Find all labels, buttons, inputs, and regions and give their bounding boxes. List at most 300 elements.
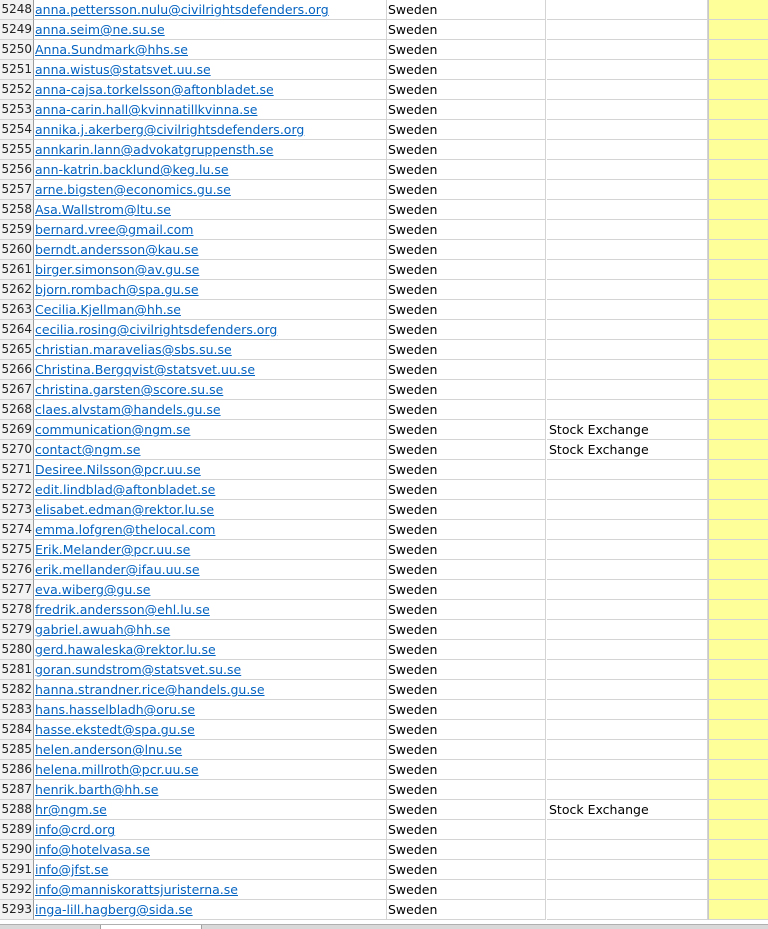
row-number[interactable]: 5253 (0, 100, 34, 120)
email-cell[interactable] (34, 600, 387, 620)
table-row (0, 540, 768, 560)
country-cell[interactable]: Sweden (387, 500, 546, 520)
row-number[interactable]: 5283 (0, 700, 34, 720)
type-cell[interactable] (547, 40, 708, 60)
type-cell[interactable] (547, 740, 708, 760)
email-link[interactable]: communication@ngm.se (35, 422, 191, 437)
email-cell[interactable] (34, 320, 387, 340)
row-number[interactable]: 5284 (0, 720, 34, 740)
type-cell[interactable] (547, 300, 708, 320)
email-cell[interactable] (34, 640, 387, 660)
country-cell[interactable]: Sweden (387, 620, 546, 640)
country-cell[interactable]: Sweden (387, 40, 546, 60)
email-cell[interactable] (34, 220, 387, 240)
email-link[interactable]: anna.seim@ne.su.se (35, 22, 165, 37)
type-cell[interactable] (547, 780, 708, 800)
country-cell[interactable]: Sweden (387, 260, 546, 280)
row-number[interactable]: 5287 (0, 780, 34, 800)
row-number[interactable]: 5293 (0, 900, 34, 920)
highlighted-cell[interactable] (708, 40, 768, 60)
email-link[interactable]: Christina.Bergqvist@statsvet.uu.se (35, 362, 256, 377)
country-cell[interactable]: Sweden (387, 820, 546, 840)
email-link[interactable]: ann-katrin.backlund@keg.lu.se (35, 162, 229, 177)
table-row (0, 480, 768, 500)
sheet-tab[interactable] (100, 925, 202, 929)
country-cell[interactable]: Sweden (387, 560, 546, 580)
email-link[interactable]: info@jfst.se (35, 862, 109, 877)
row-number[interactable]: 5260 (0, 240, 34, 260)
type-cell[interactable] (547, 580, 708, 600)
email-link[interactable]: bernard.vree@gmail.com (35, 222, 194, 237)
highlighted-cell[interactable] (708, 680, 768, 700)
highlighted-cell[interactable] (708, 240, 768, 260)
highlighted-cell[interactable] (708, 280, 768, 300)
row-number[interactable]: 5256 (0, 160, 34, 180)
country-cell[interactable]: Sweden (387, 520, 546, 540)
country-cell[interactable]: Sweden (387, 440, 546, 460)
country-cell[interactable]: Sweden (387, 860, 546, 880)
country-cell[interactable]: Sweden (387, 160, 546, 180)
type-cell[interactable] (547, 620, 708, 640)
row-number[interactable]: 5286 (0, 760, 34, 780)
row-number[interactable]: 5254 (0, 120, 34, 140)
email-link[interactable]: cecilia.rosing@civilrightsdefenders.org (35, 322, 278, 337)
country-cell[interactable]: Sweden (387, 340, 546, 360)
country-cell[interactable]: Sweden (387, 680, 546, 700)
row-number[interactable]: 5268 (0, 400, 34, 420)
type-cell[interactable]: Stock Exchange (547, 420, 708, 440)
highlighted-cell[interactable] (708, 260, 768, 280)
type-cell[interactable] (547, 200, 708, 220)
email-link[interactable]: Anna.Sundmark@hhs.se (35, 42, 188, 57)
email-link[interactable]: eva.wiberg@gu.se (35, 582, 151, 597)
email-link[interactable]: birger.simonson@av.gu.se (35, 262, 200, 277)
email-link[interactable]: helena.millroth@pcr.uu.se (35, 762, 199, 777)
highlighted-cell[interactable] (708, 20, 768, 40)
email-cell[interactable] (34, 700, 387, 720)
highlighted-cell[interactable] (708, 400, 768, 420)
email-link[interactable]: Erik.Melander@pcr.uu.se (35, 542, 191, 557)
email-cell[interactable] (34, 760, 387, 780)
row-number[interactable]: 5281 (0, 660, 34, 680)
email-cell[interactable] (34, 880, 387, 900)
country-cell[interactable]: Sweden (387, 760, 546, 780)
country-cell[interactable]: Sweden (387, 80, 546, 100)
email-link[interactable]: annkarin.lann@advokatgruppensth.se (35, 142, 274, 157)
type-cell[interactable] (547, 560, 708, 580)
highlighted-cell[interactable] (708, 160, 768, 180)
row-number[interactable]: 5264 (0, 320, 34, 340)
row-number[interactable]: 5292 (0, 880, 34, 900)
country-cell[interactable]: Sweden (387, 640, 546, 660)
highlighted-cell[interactable] (708, 480, 768, 500)
email-link[interactable]: goran.sundstrom@statsvet.su.se (35, 662, 242, 677)
email-cell[interactable] (34, 20, 387, 40)
type-cell[interactable] (547, 80, 708, 100)
email-link[interactable]: henrik.barth@hh.se (35, 782, 159, 797)
row-number[interactable]: 5276 (0, 560, 34, 580)
highlighted-cell[interactable] (708, 900, 768, 920)
country-cell[interactable]: Sweden (387, 60, 546, 80)
highlighted-cell[interactable] (708, 320, 768, 340)
email-cell[interactable] (34, 560, 387, 580)
country-cell[interactable]: Sweden (387, 100, 546, 120)
type-cell[interactable] (547, 280, 708, 300)
table-row (0, 620, 768, 640)
country-cell[interactable]: Sweden (387, 320, 546, 340)
row-number[interactable]: 5289 (0, 820, 34, 840)
table-row (0, 240, 768, 260)
email-link[interactable]: bjorn.rombach@spa.gu.se (35, 282, 199, 297)
email-link[interactable]: anna.wistus@statsvet.uu.se (35, 62, 211, 77)
country-cell[interactable]: Sweden (387, 840, 546, 860)
row-number[interactable]: 5275 (0, 540, 34, 560)
row-number[interactable]: 5255 (0, 140, 34, 160)
table-row (0, 340, 768, 360)
type-cell[interactable] (547, 180, 708, 200)
table-row (0, 720, 768, 740)
highlighted-cell[interactable] (708, 420, 768, 440)
type-cell[interactable] (547, 600, 708, 620)
table-row (0, 660, 768, 680)
email-cell[interactable] (34, 620, 387, 640)
email-cell[interactable] (34, 180, 387, 200)
highlighted-cell[interactable] (708, 860, 768, 880)
row-number[interactable]: 5257 (0, 180, 34, 200)
email-cell[interactable] (34, 720, 387, 740)
highlighted-cell[interactable] (708, 120, 768, 140)
email-cell[interactable] (34, 140, 387, 160)
email-cell[interactable] (34, 100, 387, 120)
type-cell[interactable] (547, 860, 708, 880)
country-cell[interactable]: Sweden (387, 360, 546, 380)
email-cell[interactable] (34, 200, 387, 220)
highlighted-cell[interactable] (708, 540, 768, 560)
highlighted-cell[interactable] (708, 180, 768, 200)
country-cell[interactable]: Sweden (387, 180, 546, 200)
highlighted-cell[interactable] (708, 520, 768, 540)
email-cell[interactable] (34, 480, 387, 500)
row-number[interactable]: 5249 (0, 20, 34, 40)
email-link[interactable]: info@hotelvasa.se (35, 842, 150, 857)
email-cell[interactable] (34, 740, 387, 760)
country-cell[interactable]: Sweden (387, 120, 546, 140)
email-cell[interactable] (34, 900, 387, 920)
type-cell[interactable] (547, 260, 708, 280)
country-cell[interactable]: Sweden (387, 580, 546, 600)
country-cell[interactable]: Sweden (387, 720, 546, 740)
highlighted-cell[interactable] (708, 80, 768, 100)
email-link[interactable]: anna-carin.hall@kvinnatillkvinna.se (35, 102, 258, 117)
row-number[interactable]: 5263 (0, 300, 34, 320)
email-cell[interactable] (34, 300, 387, 320)
email-cell[interactable] (34, 260, 387, 280)
country-cell[interactable]: Sweden (387, 280, 546, 300)
highlighted-cell[interactable] (708, 760, 768, 780)
row-number[interactable]: 5259 (0, 220, 34, 240)
row-number[interactable]: 5269 (0, 420, 34, 440)
country-cell[interactable]: Sweden (387, 140, 546, 160)
highlighted-cell[interactable] (708, 620, 768, 640)
email-link[interactable]: edit.lindblad@aftonbladet.se (35, 482, 216, 497)
email-cell[interactable] (34, 580, 387, 600)
country-cell[interactable]: Sweden (387, 660, 546, 680)
email-link[interactable]: annika.j.akerberg@civilrightsdefenders.org (35, 122, 305, 137)
country-cell[interactable]: Sweden (387, 200, 546, 220)
highlighted-cell[interactable] (708, 580, 768, 600)
table-row (0, 160, 768, 180)
row-number[interactable]: 5279 (0, 620, 34, 640)
row-number[interactable]: 5265 (0, 340, 34, 360)
type-cell[interactable] (547, 400, 708, 420)
email-link[interactable]: christian.maravelias@sbs.su.se (35, 342, 232, 357)
email-cell[interactable] (34, 60, 387, 80)
email-cell[interactable] (34, 460, 387, 480)
email-cell[interactable] (34, 520, 387, 540)
email-cell[interactable] (34, 400, 387, 420)
row-number[interactable]: 5285 (0, 740, 34, 760)
highlighted-cell[interactable] (708, 800, 768, 820)
country-cell[interactable]: Sweden (387, 420, 546, 440)
highlighted-cell[interactable] (708, 220, 768, 240)
country-cell[interactable]: Sweden (387, 480, 546, 500)
table-row (0, 60, 768, 80)
table-row (0, 100, 768, 120)
row-number[interactable]: 5291 (0, 860, 34, 880)
highlighted-cell[interactable] (708, 140, 768, 160)
highlighted-cell[interactable] (708, 360, 768, 380)
type-cell[interactable] (547, 60, 708, 80)
highlighted-cell[interactable] (708, 100, 768, 120)
email-link[interactable]: claes.alvstam@handels.gu.se (35, 402, 221, 417)
type-cell[interactable]: Stock Exchange (547, 800, 708, 820)
row-number[interactable]: 5280 (0, 640, 34, 660)
type-cell[interactable] (547, 360, 708, 380)
highlighted-cell[interactable] (708, 780, 768, 800)
table-row (0, 820, 768, 840)
type-cell[interactable] (547, 500, 708, 520)
email-link[interactable]: emma.lofgren@thelocal.com (35, 522, 216, 537)
email-link[interactable]: contact@ngm.se (35, 442, 141, 457)
highlighted-cell[interactable] (708, 640, 768, 660)
row-number[interactable]: 5290 (0, 840, 34, 860)
row-number[interactable]: 5258 (0, 200, 34, 220)
type-cell[interactable] (547, 100, 708, 120)
email-link[interactable]: anna.pettersson.nulu@civilrightsdefenders.org (35, 2, 329, 17)
row-number[interactable]: 5282 (0, 680, 34, 700)
type-cell[interactable] (547, 760, 708, 780)
type-cell[interactable] (547, 240, 708, 260)
table-row (0, 780, 768, 800)
email-link[interactable]: arne.bigsten@economics.gu.se (35, 182, 231, 197)
highlighted-cell[interactable] (708, 60, 768, 80)
type-cell[interactable]: Stock Exchange (547, 440, 708, 460)
email-link[interactable]: Cecilia.Kjellman@hh.se (35, 302, 181, 317)
table-row (0, 600, 768, 620)
row-number[interactable]: 5262 (0, 280, 34, 300)
row-number[interactable]: 5277 (0, 580, 34, 600)
email-link[interactable]: inga-lill.hagberg@sida.se (35, 902, 193, 917)
type-cell[interactable] (547, 720, 708, 740)
country-cell[interactable]: Sweden (387, 540, 546, 560)
type-cell[interactable] (547, 900, 708, 920)
type-cell[interactable] (547, 520, 708, 540)
table-row (0, 360, 768, 380)
email-cell[interactable] (34, 80, 387, 100)
country-cell[interactable]: Sweden (387, 600, 546, 620)
type-cell[interactable] (547, 880, 708, 900)
email-link[interactable]: gabriel.awuah@hh.se (35, 622, 171, 637)
highlighted-cell[interactable] (708, 740, 768, 760)
row-number[interactable]: 5288 (0, 800, 34, 820)
email-cell[interactable] (34, 240, 387, 260)
type-cell[interactable] (547, 320, 708, 340)
email-cell[interactable] (34, 380, 387, 400)
highlighted-cell[interactable] (708, 380, 768, 400)
type-cell[interactable] (547, 380, 708, 400)
type-cell[interactable] (547, 840, 708, 860)
email-cell[interactable] (34, 820, 387, 840)
email-link[interactable]: gerd.hawaleska@rektor.lu.se (35, 642, 216, 657)
highlighted-cell[interactable] (708, 820, 768, 840)
highlighted-cell[interactable] (708, 300, 768, 320)
row-number[interactable]: 5272 (0, 480, 34, 500)
email-link[interactable]: hanna.strandner.rice@handels.gu.se (35, 682, 265, 697)
email-cell[interactable] (34, 440, 387, 460)
table-row (0, 140, 768, 160)
type-cell[interactable] (547, 0, 708, 20)
row-number[interactable]: 5248 (0, 0, 34, 20)
email-link[interactable]: erik.mellander@ifau.uu.se (35, 562, 200, 577)
email-cell[interactable] (34, 120, 387, 140)
type-cell[interactable] (547, 820, 708, 840)
highlighted-cell[interactable] (708, 720, 768, 740)
highlighted-cell[interactable] (708, 880, 768, 900)
highlighted-cell[interactable] (708, 340, 768, 360)
email-link[interactable]: berndt.andersson@kau.se (35, 242, 199, 257)
country-cell[interactable]: Sweden (387, 0, 546, 20)
row-number[interactable]: 5270 (0, 440, 34, 460)
row-number[interactable]: 5251 (0, 60, 34, 80)
table-row (0, 120, 768, 140)
type-cell[interactable] (547, 700, 708, 720)
type-cell[interactable] (547, 140, 708, 160)
highlighted-cell[interactable] (708, 600, 768, 620)
row-number[interactable]: 5267 (0, 380, 34, 400)
row-number[interactable]: 5266 (0, 360, 34, 380)
country-cell[interactable]: Sweden (387, 780, 546, 800)
email-cell[interactable] (34, 780, 387, 800)
country-cell[interactable]: Sweden (387, 240, 546, 260)
highlighted-cell[interactable] (708, 200, 768, 220)
country-cell[interactable]: Sweden (387, 880, 546, 900)
country-cell[interactable]: Sweden (387, 740, 546, 760)
type-cell[interactable] (547, 340, 708, 360)
email-cell[interactable] (34, 360, 387, 380)
type-cell[interactable] (547, 480, 708, 500)
email-cell[interactable] (34, 840, 387, 860)
highlighted-cell[interactable] (708, 460, 768, 480)
type-cell[interactable] (547, 660, 708, 680)
highlighted-cell[interactable] (708, 700, 768, 720)
row-number[interactable]: 5273 (0, 500, 34, 520)
type-cell[interactable] (547, 460, 708, 480)
row-number[interactable]: 5271 (0, 460, 34, 480)
type-cell[interactable] (547, 540, 708, 560)
email-link[interactable]: fredrik.andersson@ehl.lu.se (35, 602, 210, 617)
country-cell[interactable]: Sweden (387, 700, 546, 720)
country-cell[interactable]: Sweden (387, 800, 546, 820)
email-cell[interactable] (34, 500, 387, 520)
type-cell[interactable] (547, 120, 708, 140)
highlighted-cell[interactable] (708, 840, 768, 860)
email-cell[interactable] (34, 40, 387, 60)
country-cell[interactable]: Sweden (387, 220, 546, 240)
highlighted-cell[interactable] (708, 660, 768, 680)
country-cell[interactable]: Sweden (387, 300, 546, 320)
highlighted-cell[interactable] (708, 560, 768, 580)
email-cell[interactable] (34, 540, 387, 560)
email-link[interactable]: hasse.ekstedt@spa.gu.se (35, 722, 195, 737)
email-cell[interactable] (34, 160, 387, 180)
table-row (0, 740, 768, 760)
email-cell[interactable] (34, 420, 387, 440)
email-link[interactable]: info@manniskorattsjuristerna.se (35, 882, 238, 897)
highlighted-cell[interactable] (708, 440, 768, 460)
email-cell[interactable] (34, 680, 387, 700)
table-row (0, 20, 768, 40)
email-cell[interactable] (34, 0, 387, 20)
country-cell[interactable]: Sweden (387, 400, 546, 420)
email-link[interactable]: christina.garsten@score.su.se (35, 382, 224, 397)
email-link[interactable]: info@crd.org (35, 822, 116, 837)
country-cell[interactable]: Sweden (387, 20, 546, 40)
email-link[interactable]: hr@ngm.se (35, 802, 107, 817)
email-link[interactable]: helen.anderson@lnu.se (35, 742, 183, 757)
email-link[interactable]: elisabet.edman@rektor.lu.se (35, 502, 215, 517)
country-cell[interactable]: Sweden (387, 460, 546, 480)
email-link[interactable]: Asa.Wallstrom@ltu.se (35, 202, 171, 217)
table-row (0, 760, 768, 780)
email-cell[interactable] (34, 280, 387, 300)
highlighted-cell[interactable] (708, 500, 768, 520)
email-cell[interactable] (34, 800, 387, 820)
table-row (0, 580, 768, 600)
email-cell[interactable] (34, 860, 387, 880)
row-number[interactable]: 5278 (0, 600, 34, 620)
highlighted-cell[interactable] (708, 0, 768, 20)
table-row (0, 460, 768, 480)
type-cell[interactable] (547, 220, 708, 240)
type-cell[interactable] (547, 160, 708, 180)
type-cell[interactable] (547, 640, 708, 660)
email-link[interactable]: anna-cajsa.torkelsson@aftonbladet.se (35, 82, 274, 97)
row-number[interactable]: 5252 (0, 80, 34, 100)
row-number[interactable]: 5274 (0, 520, 34, 540)
email-link[interactable]: hans.hasselbladh@oru.se (35, 702, 196, 717)
email-cell[interactable] (34, 660, 387, 680)
row-number[interactable]: 5250 (0, 40, 34, 60)
table-row (0, 200, 768, 220)
type-cell[interactable] (547, 20, 708, 40)
email-cell[interactable] (34, 340, 387, 360)
email-link[interactable]: Desiree.Nilsson@pcr.uu.se (35, 462, 201, 477)
table-row (0, 400, 768, 420)
country-cell[interactable]: Sweden (387, 380, 546, 400)
country-cell[interactable]: Sweden (387, 900, 546, 920)
row-number[interactable]: 5261 (0, 260, 34, 280)
type-cell[interactable] (547, 680, 708, 700)
